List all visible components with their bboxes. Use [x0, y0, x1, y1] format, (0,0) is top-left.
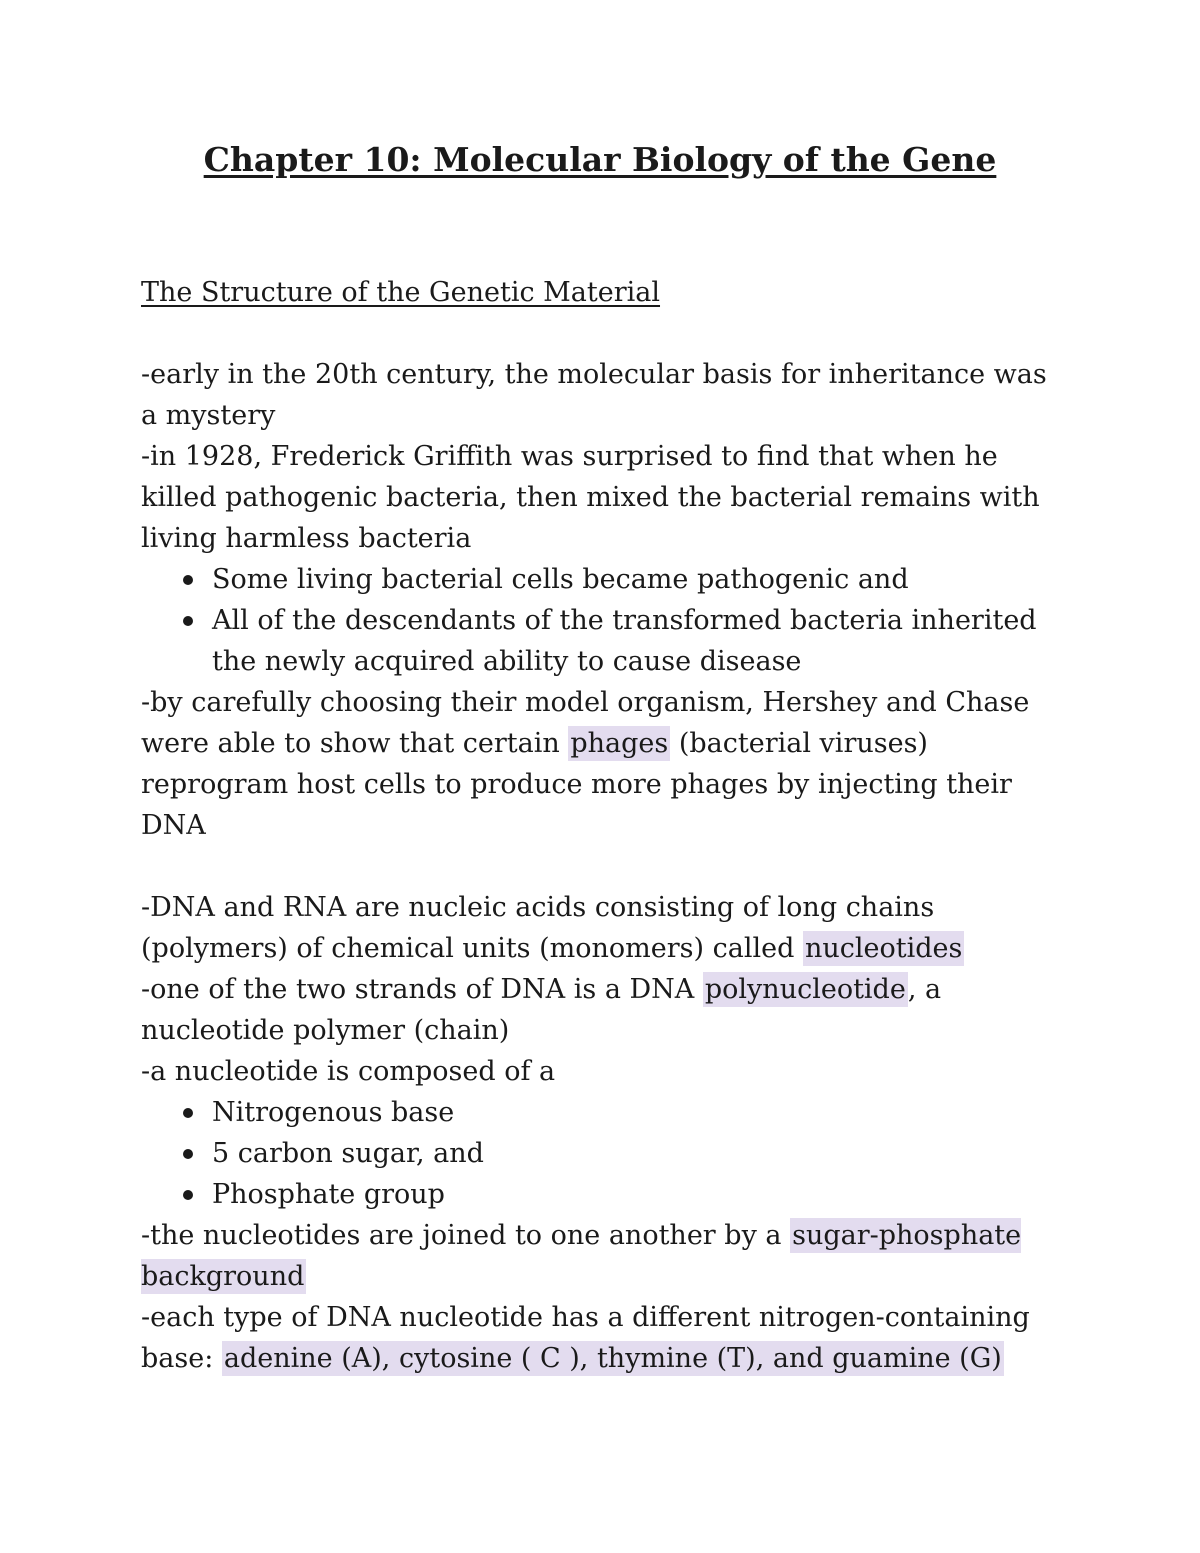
text-segment: -by carefully choosing their model organism, Hershey and Chase were able to show that certain	[141, 687, 1030, 759]
highlighted-term: nucleotides	[804, 933, 963, 964]
spacer	[141, 846, 1071, 887]
paragraph-sugar-phosphate	[141, 1215, 1071, 1297]
paragraph-griffith: -in 1928, Frederick Griffith was surprised to find that when he killed pathogenic bacteria, then mixed the bacterial remains with living harmless bacteria	[141, 441, 1040, 554]
paragraph-nucleotide-composition: -a nucleotide is composed of a	[141, 1056, 556, 1087]
highlighted-term: sugar-phosphate background	[141, 1220, 1022, 1292]
paragraph-polynucleotide	[141, 969, 1071, 1051]
highlighted-term: polynucleotide	[704, 974, 906, 1005]
paragraph-hershey-chase	[141, 682, 1071, 846]
text-segment: (bacterial viruses) reprogram host cells to produce more phages by injecting their DNA	[141, 728, 1012, 841]
list-item: All of the descendants of the transformed bacteria inherited the newly acquired ability to cause disease	[212, 600, 1071, 682]
chapter-title: Chapter 10: Molecular Biology of the Gene	[203, 140, 997, 179]
paragraph-inheritance-mystery: -early in the 20th century, the molecular basis for inheritance was a mystery	[141, 359, 1047, 431]
text-segment: -each type of DNA nucleotide has a different nitrogen-containing base:	[141, 1302, 1030, 1374]
highlighted-term: adenine (A), cytosine ( C ), thymine (T), and guamine (G)	[223, 1343, 1002, 1374]
paragraph-bases	[141, 1297, 1071, 1379]
document-body	[141, 272, 1071, 1379]
list-item: Nitrogenous base	[212, 1092, 1071, 1133]
list-item: Some living bacterial cells became pathogenic and	[212, 559, 1071, 600]
section-heading: The Structure of the Genetic Material	[141, 277, 661, 308]
highlighted-term: phages	[570, 728, 669, 759]
nucleotide-components-list	[141, 1092, 1071, 1215]
list-item: Phosphate group	[212, 1174, 1071, 1215]
paragraph-nucleic-acids	[141, 887, 1071, 969]
text-segment: -DNA and RNA are nucleic acids consisting of long chains (polymers) of chemical units (monomers) called	[141, 892, 935, 964]
text-segment: , a nucleotide polymer (chain)	[141, 974, 942, 1046]
list-item: 5 carbon sugar, and	[212, 1133, 1071, 1174]
griffith-findings-list	[141, 559, 1071, 682]
text-segment: -one of the two strands of DNA is a DNA	[141, 974, 703, 1005]
text-segment: -the nucleotides are joined to one another by a	[141, 1220, 791, 1251]
spacer	[141, 313, 1071, 354]
